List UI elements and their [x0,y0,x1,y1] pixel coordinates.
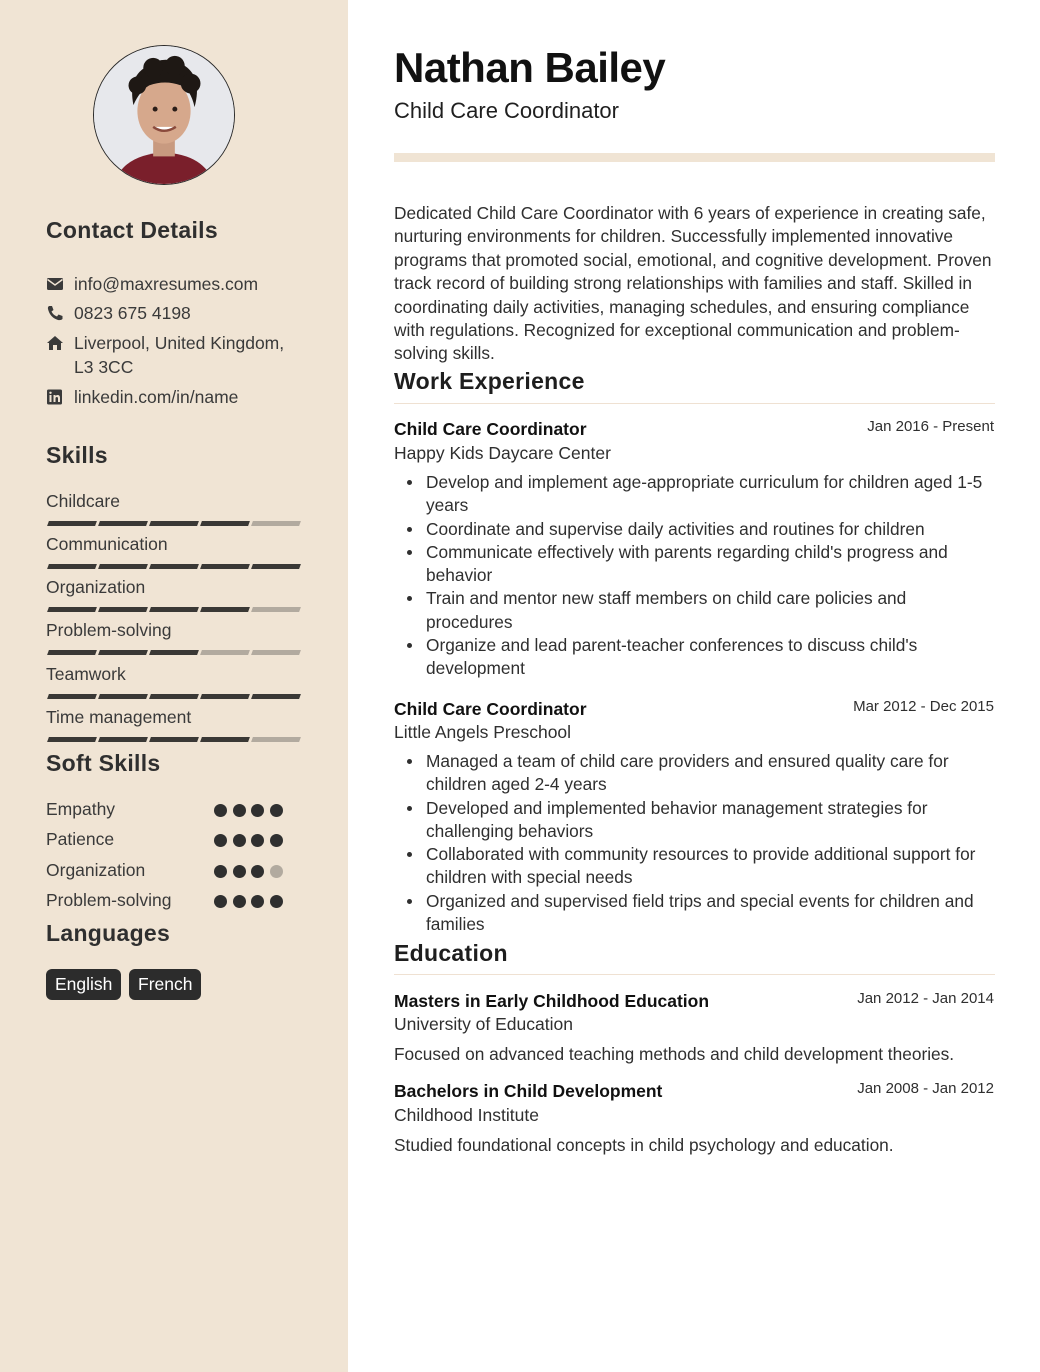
job-2-title: Child Care Coordinator [394,699,587,719]
skill-level-bar [46,607,302,613]
main-content [348,0,1040,1372]
job-2-date: Mar 2012 - Dec 2015 [853,698,994,715]
skill-segment-filled [200,564,250,569]
soft-skill-name: Empathy [46,799,116,819]
soft-skill-dot-filled [214,895,227,908]
soft-skill-dot-filled [270,895,283,908]
skill-name: Communication [46,534,168,554]
job-2-bullet: Managed a team of child care providers and ensured quality care for children aged 2-4 years [426,750,994,797]
soft-skill-dot-filled [233,834,246,847]
skill-segment-filled [98,521,148,526]
job-1-bullets [426,471,994,681]
soft-skill-dot-filled [270,834,283,847]
job-2-company: Little Angels Preschool [394,722,572,742]
skill-segment-filled [47,564,97,569]
soft-skill-dot-filled [233,804,246,817]
skill-segment-filled [98,694,148,699]
skill-segment-filled [98,564,148,569]
profile-photo-image [94,46,234,184]
skill-name: Organization [46,577,146,597]
skill-segment-filled [98,607,148,612]
job-1-bullet: Communicate effectively with parents regarding child's progress and behavior [426,541,994,588]
linkedin-link[interactable]: linkedin.com/in/name [74,387,239,407]
language-badge-english: English [46,969,121,1000]
skill-segment-filled [149,694,199,699]
soft-skill-name: Problem-solving [46,890,172,910]
phone-icon [46,305,64,321]
soft-skill-dot-filled [214,865,227,878]
skill-level-bar [46,564,302,570]
header-divider [394,153,995,162]
education-2-degree: Bachelors in Child Development [394,1081,663,1101]
job-1-bullet: Develop and implement age-appropriate curriculum for children aged 1-5 years [426,471,994,518]
contact-heading: Contact Details [46,217,218,243]
skill-level-bar [46,737,302,743]
skill-segment-filled [251,694,301,699]
skill-segment-empty [251,650,301,655]
sidebar [0,0,348,1372]
skill-segment-filled [149,650,199,655]
skill-segment-filled [47,694,97,699]
education-heading: Education [394,940,508,966]
job-1-company: Happy Kids Daycare Center [394,443,611,463]
email-link[interactable]: info@maxresumes.com [74,274,259,294]
skill-segment-filled [149,521,199,526]
job-1-title: Child Care Coordinator [394,419,587,439]
education-2-school: Childhood Institute [394,1105,539,1125]
soft-skill-name: Patience [46,829,115,849]
home-icon [46,335,64,351]
education-1-school: University of Education [394,1014,573,1034]
skill-name: Problem-solving [46,620,172,640]
job-1-bullet: Coordinate and supervise daily activities and routines for children [426,518,994,541]
soft-skills-heading: Soft Skills [46,750,161,776]
skill-segment-filled [200,737,250,742]
candidate-name: Nathan Bailey [394,44,666,91]
soft-skill-dot-filled [233,895,246,908]
soft-skill-dot-filled [233,865,246,878]
skill-segment-filled [200,521,250,526]
soft-skill-dot-filled [251,865,264,878]
job-2-bullets [426,750,994,936]
job-2-bullet: Collaborated with community resources to provide additional support for children with special needs [426,843,994,890]
job-1-date: Jan 2016 - Present [867,418,994,435]
soft-skill-dot-filled [214,834,227,847]
job-2-bullet: Organized and supervised field trips and special events for children and families [426,890,994,937]
job-1-bullet: Train and mentor new staff members on child care policies and procedures [426,587,994,634]
linkedin-icon [46,389,64,405]
soft-skill-dot-filled [251,895,264,908]
soft-skill-dot-filled [251,804,264,817]
skill-segment-filled [149,607,199,612]
skill-segment-filled [200,607,250,612]
work-experience-heading: Work Experience [394,368,585,394]
skill-segment-filled [149,737,199,742]
soft-skill-dot-empty [270,865,283,878]
skill-name: Childcare [46,491,120,511]
skill-segment-filled [98,650,148,655]
skill-segment-empty [251,607,301,612]
skill-segment-filled [200,694,250,699]
education-2-description: Studied foundational concepts in child psychology and education. [394,1135,894,1155]
skill-segment-filled [47,737,97,742]
profile-photo [93,45,235,185]
address-line-1: Liverpool, United Kingdom, [74,333,285,353]
education-2-date: Jan 2008 - Jan 2012 [857,1080,994,1097]
address-text [74,331,314,379]
soft-skill-name: Organization [46,860,146,880]
skill-level-bar [46,521,302,527]
skill-segment-filled [47,650,97,655]
skill-segment-empty [251,521,301,526]
skill-segment-filled [149,564,199,569]
skill-level-bar [46,650,302,656]
skill-segment-filled [47,521,97,526]
education-1-date: Jan 2012 - Jan 2014 [857,990,994,1007]
skill-name: Time management [46,707,192,727]
skill-segment-filled [47,607,97,612]
skill-segment-empty [200,650,250,655]
education-1-description: Focused on advanced teaching methods and child development theories. [394,1044,955,1064]
skill-name: Teamwork [46,664,126,684]
work-experience-divider [394,403,995,404]
phone-text: 0823 675 4198 [74,303,191,323]
language-badge-french: French [129,969,201,1000]
skill-segment-filled [251,564,301,569]
languages-heading: Languages [46,920,171,946]
job-1-bullet: Organize and lead parent-teacher conferences to discuss child's development [426,634,994,681]
skill-segment-empty [251,737,301,742]
skill-segment-filled [98,737,148,742]
profile-summary: Dedicated Child Care Coordinator with 6 years of experience in creating safe, nurturing environments for children. Successfully implemented innovative programs that promoted social, emotional, and cognitive development. Proven track record of building strong relationships with families and staff. Skilled in coordinating daily activities, managing schedules, and ensuring compliance with regulations. Recognized for exceptional communication and problem-solving skills. [394,203,992,364]
job-2-bullet: Developed and implemented behavior management strategies for challenging behaviors [426,797,994,844]
education-1-degree: Masters in Early Childhood Education [394,991,710,1011]
address-line-2: L3 3CC [74,357,134,377]
skill-level-bar [46,694,302,700]
envelope-icon [46,276,64,292]
candidate-title: Child Care Coordinator [394,98,619,123]
soft-skill-dot-filled [214,804,227,817]
soft-skill-dot-filled [270,804,283,817]
soft-skill-dot-filled [251,834,264,847]
skills-heading: Skills [46,442,108,468]
education-divider [394,974,995,975]
